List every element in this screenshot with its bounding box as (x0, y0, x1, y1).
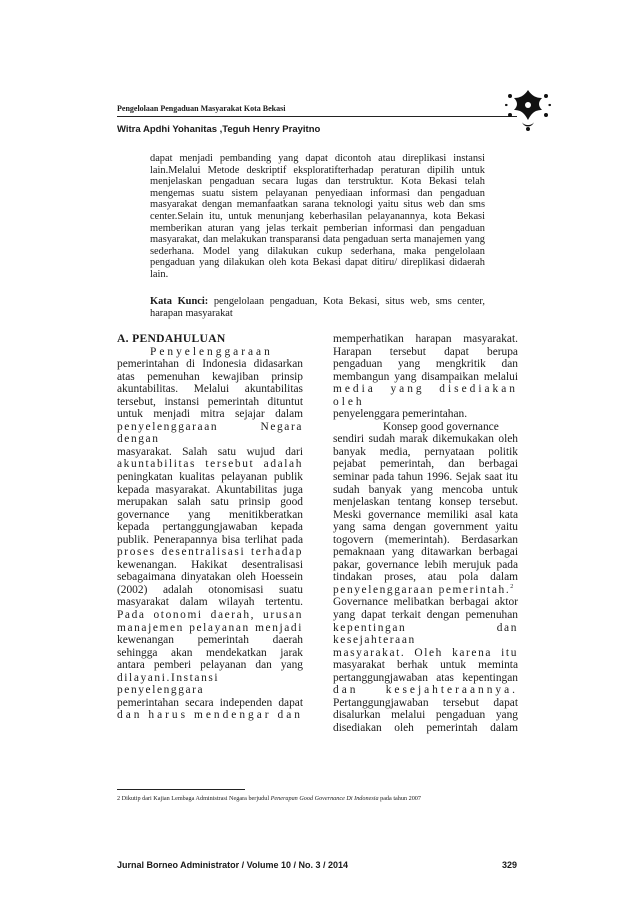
abstract-line: menjelaskan pengaduan secara lugas dan terstruktur. Kota Bekasi telah (150, 176, 485, 188)
keywords-text: pengelolaan pengaduan, Kota Bekasi, situs web, sms center, (208, 296, 485, 307)
body-line: kewenangan pemerintah daerah (117, 634, 303, 647)
body-line: kepentingan dan kesejahteraan (333, 621, 518, 647)
body-line: peningkatan kualitas pelayanan publik (117, 471, 303, 484)
body-line: pemerintahan di Indonesia didasarkan (117, 358, 303, 371)
body-line: proses desentralisasi terhadap (117, 546, 303, 559)
body-line: Harapan tersebut dapat berupa (333, 345, 518, 358)
body-line: disalurkan melalui pengaduan yang (333, 709, 518, 722)
keywords-line (150, 296, 485, 308)
footnote (117, 795, 421, 802)
page-footer (117, 860, 517, 870)
header-rule (117, 116, 517, 117)
body-line-text: penyelenggaraan pemerintah. (333, 583, 511, 596)
keywords-label: Kata Kunci: (150, 296, 209, 307)
section-heading: A. PENDAHULUAN (117, 332, 226, 345)
body-line: kepada masyarakat. Akuntabilitas juga (117, 483, 303, 496)
ornament-icon (502, 88, 554, 132)
body-line: memperhatikan harapan masyarakat. (333, 333, 518, 345)
body-line: pemerintahan secara independen dapat (117, 696, 303, 709)
body-line: togovern (memerintah). Berdasarkan (333, 533, 518, 546)
footnote-rule (117, 789, 245, 790)
body-line: Governance melibatkan berbagai aktor (333, 596, 518, 609)
body-line: kewenangan. Hakikat desentralisasi (117, 558, 303, 571)
body-line: sehingga akan mendekatkan jarak (117, 646, 303, 659)
body-line: Penyelenggaraan (150, 345, 273, 358)
body-line (333, 584, 518, 597)
abstract-line: lain.Melalui Metode deskriptif eksploratifterhadap peraturan dipilih untuk (150, 164, 485, 176)
body-line: banyak media, pernyataan politik (333, 445, 518, 458)
body-line: masyarakat dalam wilayah tertentu. (117, 596, 303, 609)
keywords-text-cont: harapan masyarakat (150, 307, 233, 319)
body-line: seminar pada tahun 1996. Sejak saat itu (333, 471, 518, 484)
abstract-line: center.Selain itu, untuk menunjang keberhasilan pelayanannya, kota Bekasi (150, 210, 485, 222)
body-line: yang sama dengan government yaitu (333, 521, 518, 534)
body-line: disediakan oleh pemerintah dalam (333, 721, 518, 734)
body-line: manajemen pelayanan menjadi (117, 621, 303, 634)
body-line: sudah banyak yang mencoba untuk (333, 483, 518, 496)
abstract-line: pengaduan yang dilakukan oleh kota Bekasi dapat ditiru/ direplikasi didaerah (150, 257, 485, 269)
body-line: kepada pertanggungjawaban kepada (117, 521, 303, 534)
body-line: akuntabilitas tersebut adalah (117, 458, 303, 471)
body-line: Pada otonomi daerah, urusan (117, 609, 303, 622)
footnote-marker: 2 (510, 584, 515, 591)
body-line: atas pemenuhan kewajiban prinsip (117, 370, 303, 383)
body-line: governance yang menitikberatkan (117, 508, 303, 521)
body-line: publik. Penerapannya bisa terlihat pada (117, 533, 303, 546)
left-column (117, 333, 303, 722)
body-line: sendiri sudah marak dikemukakan oleh (333, 433, 518, 446)
body-line: merupakan salah satu prinsip good (117, 496, 303, 509)
body-line: yang dapat terkait dengan pemenuhan (333, 609, 518, 622)
abstract-line: memberikan aturan yang jelas terkait pemberian informasi dan pengaduan (150, 222, 485, 234)
keywords (150, 296, 485, 319)
body-line: membangun yang disampaikan melalui (333, 370, 518, 383)
body-line: Konsep good governance (383, 420, 499, 433)
journal-citation: Jurnal Borneo Administrator / Volume 10 / No. 3 / 2014 (117, 860, 349, 870)
body-line: dilayani.Instansi penyelenggara (117, 671, 220, 697)
abstract-line: masyarakat dengan memanfaatkan sarana teknologi yaitu situs web dan sms (150, 199, 485, 211)
body-line: untuk menjadi mitra sejajar dalam (117, 408, 303, 421)
body-line: Pertanggungjawaban tersebut dapat (333, 696, 518, 709)
body-line: menjelaskan tentang konsep tersebut. (333, 496, 518, 509)
body-line: tindakan proses, atau pola dalam (333, 571, 518, 584)
abstract-line: sederhana. Model yang dilakukan cukup sederhana, maka pengelolaan (150, 245, 485, 257)
body-line: media yang disediakan oleh (333, 383, 518, 408)
body-line: sebagaimana dinyatakan oleh Hoessein (117, 571, 303, 584)
abstract-line: mengemas suatu sistem pelayanan penyediaan informasi dan pengaduan (150, 187, 485, 199)
body-line: dan harus mendengar dan (117, 709, 303, 722)
body-line: dan kesejahteraannya. (333, 684, 518, 697)
page-number: 329 (501, 860, 517, 870)
body-line: Meski governance memiliki asal kata (333, 508, 518, 521)
body-line: pemaknaan yang ditawarkan berbagai (333, 546, 518, 559)
body-line: tersebut, instansi pemerintah dituntut (117, 395, 303, 408)
body-line: pertanggungjawaban atas kepentingan (333, 671, 518, 684)
abstract-line: lain. (150, 268, 169, 280)
running-header-authors: Witra Apdhi Yohanitas ,Teguh Henry Prayitno (117, 124, 321, 135)
body-line: masyarakat. Salah satu wujud dari (117, 445, 303, 458)
footnote-suffix: pada tahun 2007 (378, 795, 421, 802)
body-line: penyelenggaraan Negara dengan (117, 420, 303, 446)
body-line: pakar, governance lebih merujuk pada (333, 558, 518, 571)
abstract-line: masyarakat, dan melakukan transparansi data pengaduan serta manajemen yang (150, 234, 485, 246)
abstract (150, 153, 485, 281)
body-line: masyarakat berhak untuk meminta (333, 659, 518, 672)
right-column (333, 333, 518, 735)
body-line: antara pemberi pelayanan dan yang (117, 659, 303, 672)
body-line: pengaduan yang mengkritik dan (333, 358, 518, 371)
body-line: penyelenggara pemerintahan. (333, 408, 468, 421)
abstract-line: dapat menjadi pembanding yang dapat dicontoh atau direplikasi instansi (150, 153, 485, 164)
body-line: (2002) adalah otonomisasi suatu (117, 583, 303, 596)
body-line: pejabat pemerintah, dan berbagai (333, 458, 518, 471)
footnote-prefix: 2 Dikutip dari Kajian Lembaga Administrasi Negara berjudul (117, 795, 271, 802)
body-line: masyarakat. Oleh karena itu (333, 646, 518, 659)
footnote-title: Penerapan Good Governance Di Indonesia (270, 795, 379, 802)
running-header-title: Pengelolaan Pengaduan Masyarakat Kota Bekasi (117, 104, 286, 113)
body-line: akuntabilitas. Melalui akuntabilitas (117, 383, 303, 396)
